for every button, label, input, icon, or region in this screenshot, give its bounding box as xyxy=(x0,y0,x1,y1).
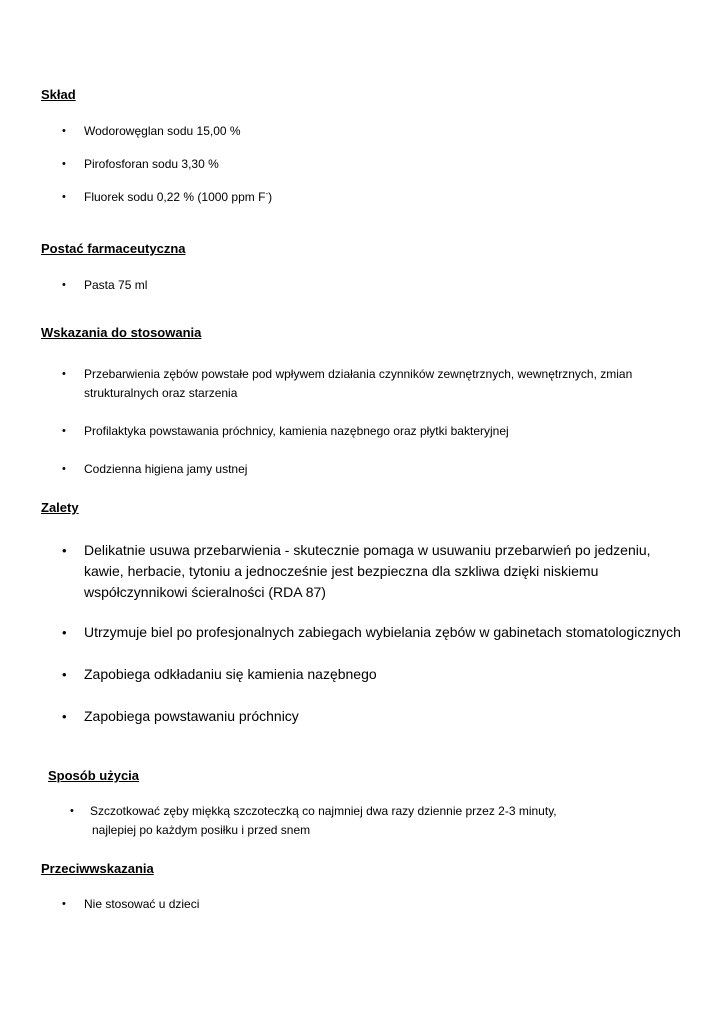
list-item-text: Nie stosować u dzieci xyxy=(84,897,200,911)
list-item-text: Profilaktyka powstawania próchnicy, kamienia nazębnego oraz płytki bakteryjnej xyxy=(84,424,509,438)
list-item xyxy=(62,188,685,207)
list-item-text: najlepiej po każdym posiłku i przed snem xyxy=(92,823,311,837)
list-item-text: Wodorowęglan sodu 15,00 % xyxy=(84,124,241,138)
section-heading-wskazania: Wskazania do stosowania xyxy=(41,325,202,340)
list-item xyxy=(62,664,685,685)
bullet-icon: • xyxy=(62,667,67,682)
list-item-text: Codzienna higiena jamy ustnej xyxy=(84,462,248,476)
list-item-text: Pirofosforan sodu 3,30 % xyxy=(84,157,219,171)
list-item-continuation xyxy=(70,821,685,840)
list-item xyxy=(62,622,715,643)
list-item-text: Szczotkować zęby miękką szczoteczką co najmniej dwa razy dziennie przez 2-3 minuty, xyxy=(90,804,557,818)
fluoride-text-end: ) xyxy=(268,190,273,204)
bullet-icon: • xyxy=(62,709,67,724)
list-item-text: Przebarwienia zębów powstałe pod wpływem działania czynników zewnętrznych, wewnętrznych, zmian strukturalnych oraz starzenia xyxy=(84,367,633,400)
list-item-text: Delikatnie usuwa przebarwienia - skutecznie pomaga w usuwaniu przebarwień po jedzeniu, kawie, herbacie, tytoniu a jednocześnie jest bezpieczna dla szkliwa dzięki niskiemu współczynnikowi ścieralności (RDA 87) xyxy=(84,542,651,600)
bullet-icon: • xyxy=(62,425,66,437)
list-item xyxy=(62,155,685,174)
superscript-minus: - xyxy=(265,189,269,198)
list-item xyxy=(62,540,677,603)
list-item xyxy=(62,276,685,295)
bullet-icon: • xyxy=(62,898,66,910)
bullet-icon: • xyxy=(62,463,66,475)
bullet-icon: • xyxy=(70,805,74,817)
bullet-icon: • xyxy=(62,368,66,380)
list-item xyxy=(70,802,685,821)
list-item-text: Zapobiega odkładaniu się kamienia nazębnego xyxy=(84,666,377,682)
bullet-icon: • xyxy=(62,191,66,203)
section-heading-sklad: Skład xyxy=(41,87,76,102)
list-item-text: Pasta 75 ml xyxy=(84,278,148,292)
list-item-text xyxy=(84,188,685,207)
list-item xyxy=(62,122,685,141)
section-heading-sposob: Sposób użycia xyxy=(48,768,140,783)
section-heading-postac: Postać farmaceutyczna xyxy=(41,241,186,256)
bullet-icon: • xyxy=(62,279,66,291)
bullet-icon: • xyxy=(62,158,66,170)
section-heading-przeciwwskazania: Przeciwwskazania xyxy=(41,861,154,876)
fluoride-text: Fluorek sodu 0,22 % (1000 ppm F xyxy=(84,190,266,204)
list-item-text: Zapobiega powstawaniu próchnicy xyxy=(84,708,299,724)
bullet-icon: • xyxy=(62,125,66,137)
list-item xyxy=(62,895,685,914)
list-item xyxy=(62,422,685,441)
list-item-text: Utrzymuje biel po profesjonalnych zabiegach wybielania zębów w gabinetach stomatologicznych xyxy=(84,624,681,640)
section-heading-zalety: Zalety xyxy=(41,500,79,515)
list-item xyxy=(62,365,685,403)
bullet-icon: • xyxy=(62,625,67,640)
list-item xyxy=(62,706,685,727)
list-item xyxy=(62,460,685,479)
bullet-icon: • xyxy=(62,543,67,558)
